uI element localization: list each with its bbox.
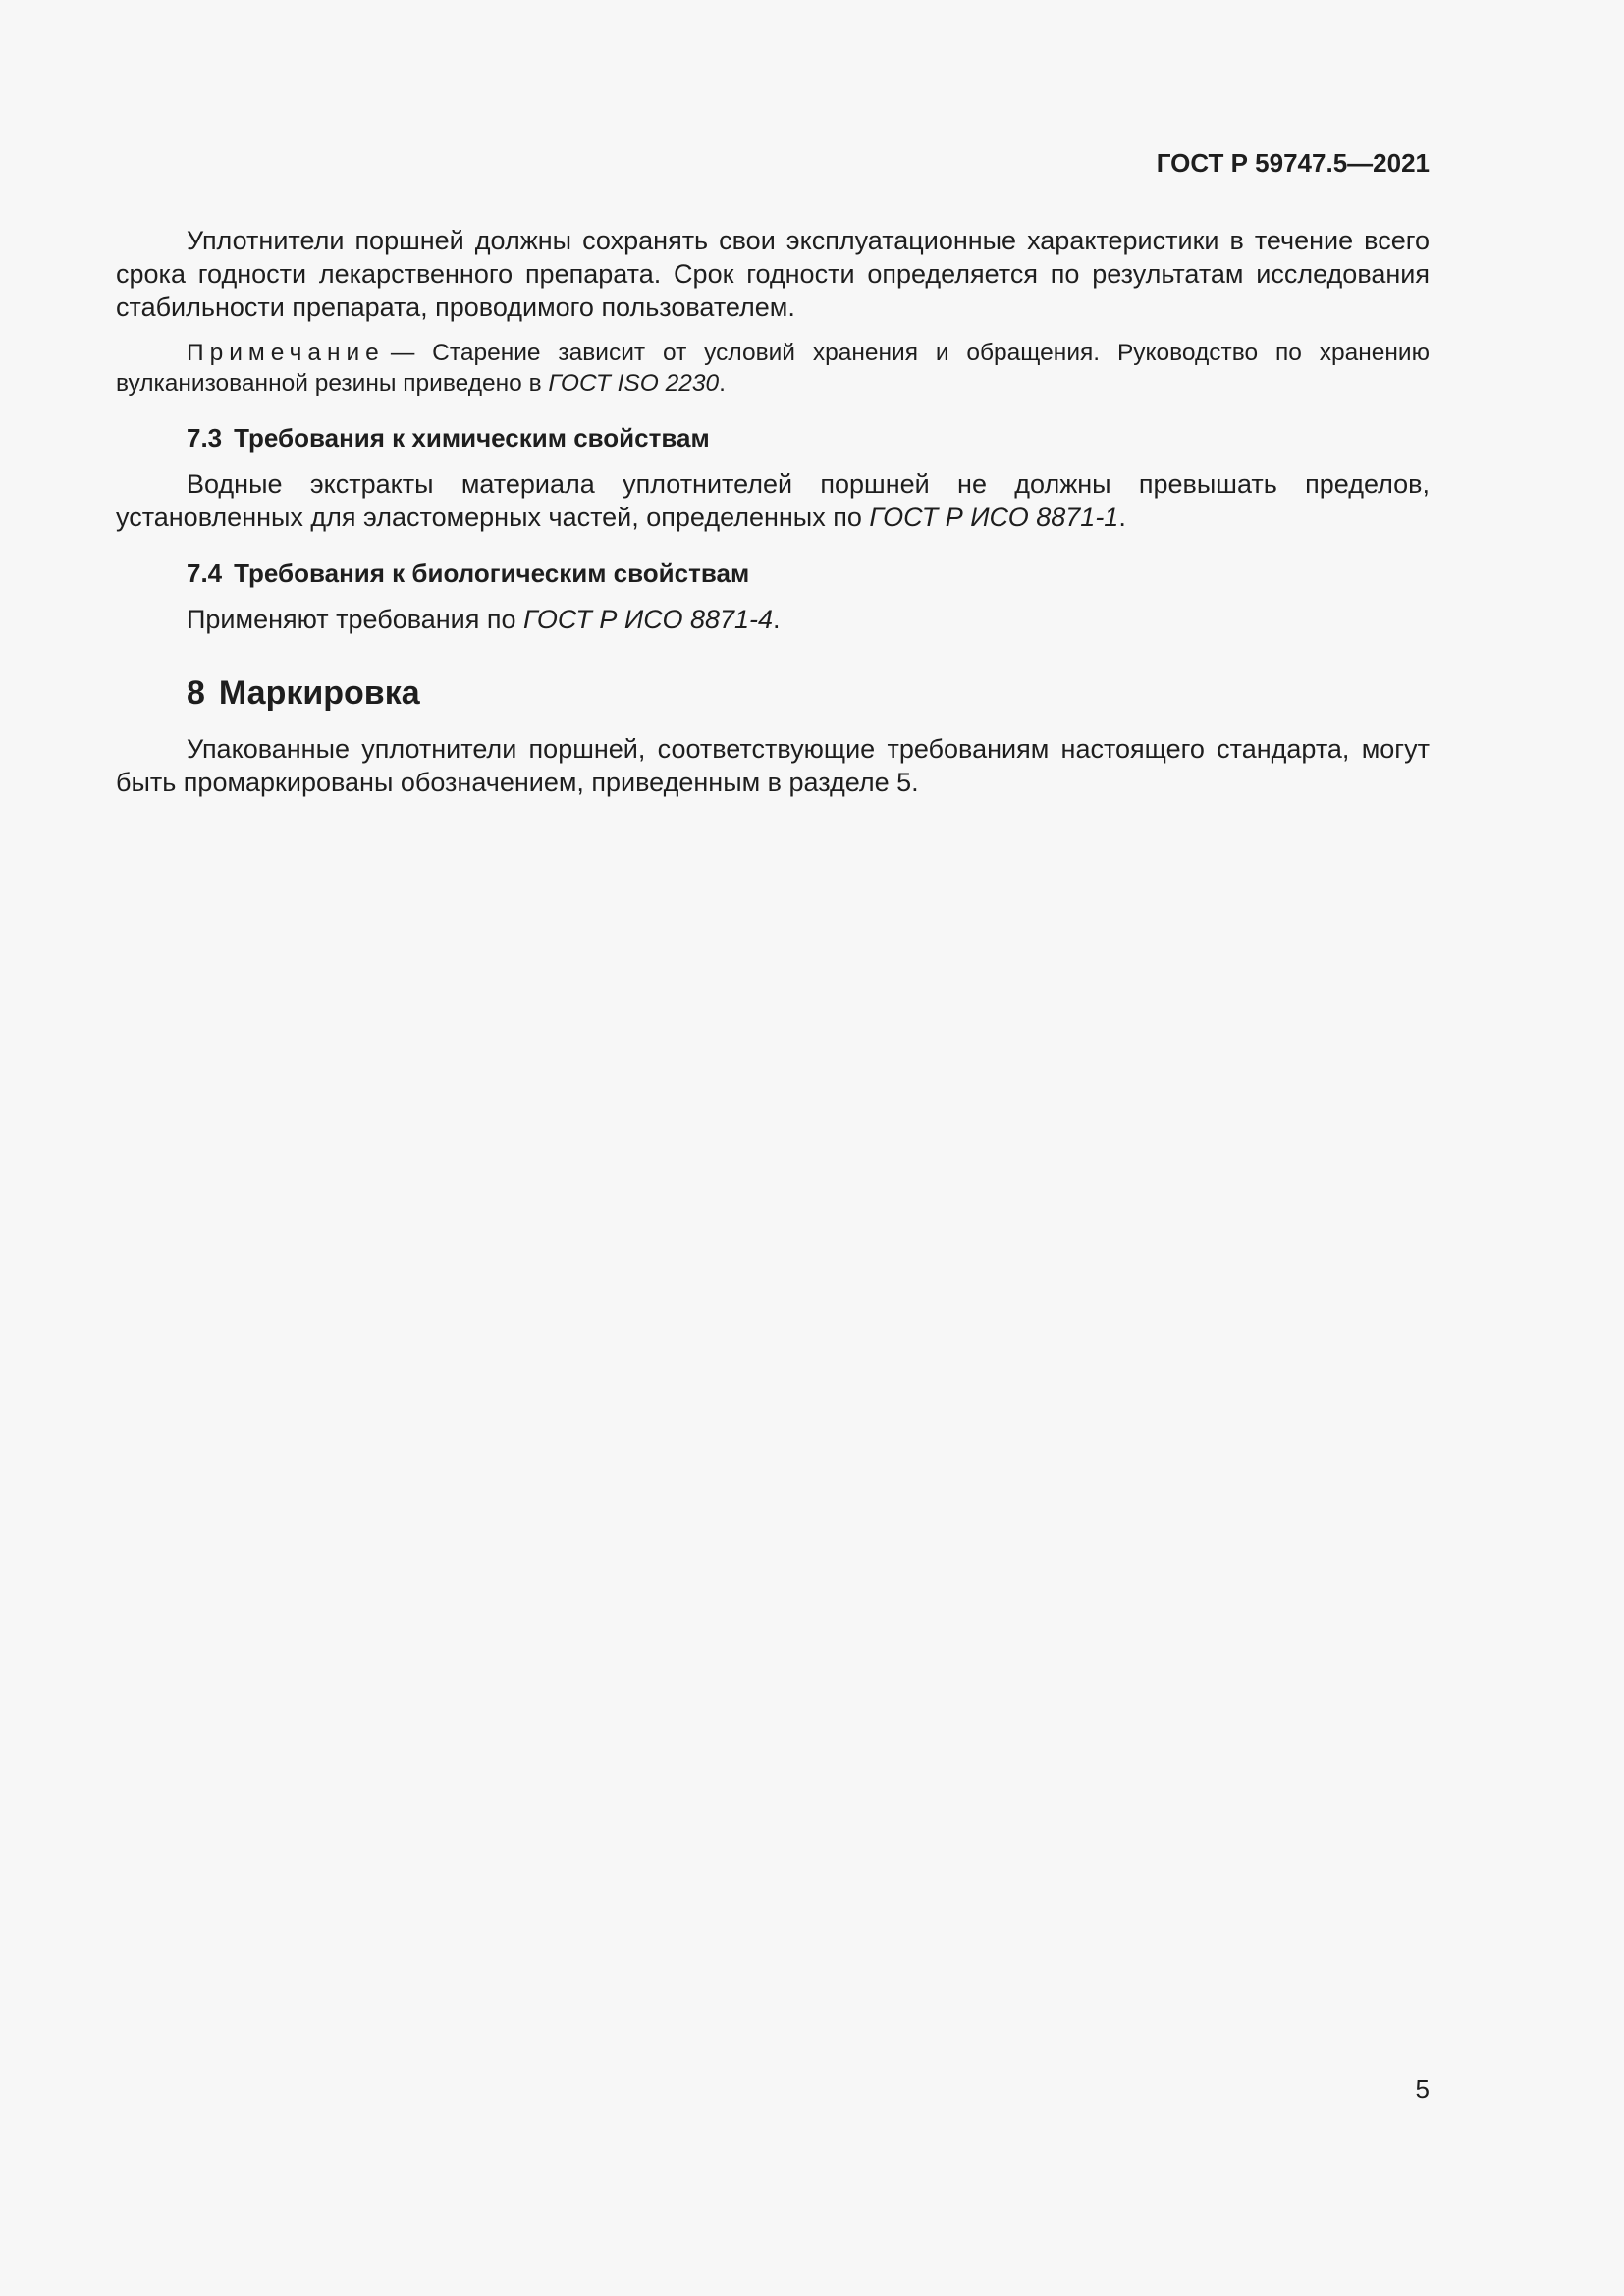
note-reference: ГОСТ ISO 2230 xyxy=(548,370,720,397)
page-number: 5 xyxy=(1415,2074,1430,2104)
section-heading-7-4 xyxy=(116,558,1430,589)
note-label: Примечание xyxy=(187,340,385,366)
paragraph-text: Применяют требования по xyxy=(187,605,524,634)
note-tail: . xyxy=(719,370,726,397)
section-number: 7.4 xyxy=(187,559,223,588)
paragraph-text: Уплотнители поршней должны сохранять свои эксплуатационные характеристики в течение всего срока годности лекарственного препарата. Срок годности определяется по результатам исследования стабильности препарата, проводимого пользователем. xyxy=(116,226,1430,322)
paragraph-reference: ГОСТ Р ИСО 8871-1 xyxy=(869,503,1119,532)
section-title: Требования к биологическим свойствам xyxy=(234,559,750,588)
note-text: — Старение зависит от условий хранения и обращения. Руководство по хранению вулканизованной резины приведено в xyxy=(116,340,1430,397)
paragraph-reference: ГОСТ Р ИСО 8871-4 xyxy=(523,605,774,634)
section-title: Маркировка xyxy=(218,674,420,712)
paragraph-text: Упакованные уплотнители поршней, соответствующие требованиям настоящего стандарта, могут быть промаркированы обозначением, приведенным в разделе 5. xyxy=(116,734,1430,797)
paragraph-biological xyxy=(116,603,1430,636)
paragraph-tail: . xyxy=(773,605,781,634)
paragraph-text: Водные экстракты материала уплотнителей поршней не должны превышать пределов, установленных для эластомерных частей, определенных по xyxy=(116,469,1430,532)
paragraph-tail: . xyxy=(1118,503,1126,532)
paragraph-shelf-life xyxy=(116,224,1430,324)
section-number: 7.3 xyxy=(187,423,223,453)
note-ageing xyxy=(116,338,1430,399)
section-title: Требования к химическим свойствам xyxy=(234,423,710,453)
paragraph-chemical xyxy=(116,467,1430,534)
section-heading-8 xyxy=(116,673,1430,713)
paragraph-marking xyxy=(116,732,1430,799)
section-heading-7-3 xyxy=(116,422,1430,454)
document-code-header: ГОСТ Р 59747.5—2021 xyxy=(1156,148,1430,178)
section-number: 8 xyxy=(187,674,205,712)
document-body xyxy=(116,224,1430,799)
